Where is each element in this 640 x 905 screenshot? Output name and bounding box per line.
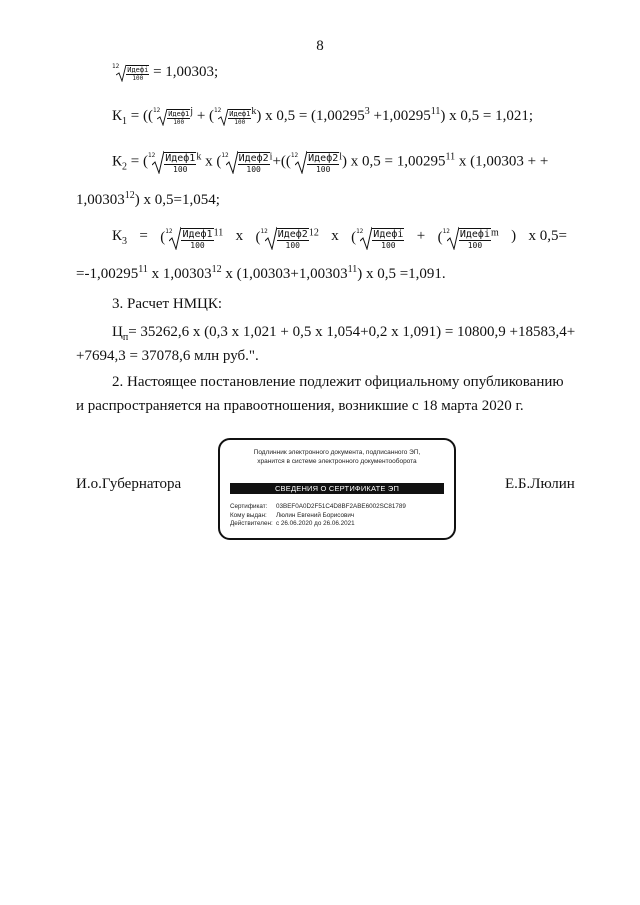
paragraph-2-line1: 2. Настоящее постановление подлежит официальному опубликованию	[112, 374, 564, 390]
stamp-cert-row: Сертификат: 03BEF0A0D2F51C4D8BF2ABE6002SC81789	[230, 503, 406, 510]
page-number: 8	[316, 38, 324, 54]
section-heading: 3. Расчет НМЦК:	[112, 296, 223, 312]
stamp-title-bar: СВЕДЕНИЯ О СЕРТИФИКАТЕ ЭП	[230, 483, 444, 494]
formula-k2-cont: 1,00303$^{12}$) х 0,5=1,054;	[76, 190, 220, 208]
radical: $\frac{\text{Идефі}}{100}$	[116, 64, 149, 82]
formula-k1: $К_1 = ((^{12}$ $\frac{\text{Идеф1}}{100}$ $^j$ + ($^{12}$ $\frac{\text{Идеф1}}{100}$ $^k$) х $0,5 = (1,00295^3 +1,00295^{11})$ х 0,5 = 1,021;	[112, 106, 534, 127]
nmck-line1: $Ц_п= 35262,6$ х (0,3 х 1,021 + 0,5 х 1,054+0,2 х 1,091) = 10800,9 +18583,4+	[112, 324, 576, 343]
stamp-issued-row: Кому выдан: Люлин Евгений Борисович	[230, 511, 355, 519]
nmck-line2: +7694,3 = 37078,6 млн руб.".	[76, 348, 259, 364]
signatory-title: И.о.Губернатора	[76, 476, 182, 492]
stamp-details	[230, 503, 406, 529]
stamp-valid-row: Действителен: с 26.06.2020 до 26.06.2021	[230, 520, 355, 527]
formula-top: $^{12}$ $\frac{\text{Идефі}}{100}$ = 1,00303;	[112, 63, 219, 82]
signatory-name: Е.Б.Люлин	[505, 476, 575, 492]
formula-k3: $К_3$ = ($^{12}$ $\frac{\text{Идеф1}}{100}$ $^{11}$ х ($^{12}$ $\frac{\text{Идеф2}}{100}$ $^{12}$ х ($^{12}$ $\frac{\text{Идефі}}{100}$ + ($^{12}$ $\frac{\text{Идефі}}{100}$ $^m$ ) х 0,5=	[112, 227, 567, 250]
stamp-header: Подлинник электронного документа, подписанного ЭП, хранится в системе электронного документооборота	[253, 449, 421, 465]
paragraph-2-line2: и распространяется на правоотношения, возникшие с 18 марта 2020 г.	[76, 398, 524, 414]
digital-signature-stamp	[218, 438, 456, 540]
formula-k3-cont: $=-1,00295^{11}$ х 1,00303$^{12}$ х $(1,00303+1,00303^{11})$ х 0,5 =1,091.	[76, 264, 446, 282]
formula-k2: $К_2 = (^{12}$ $\frac{\text{Идеф1}}{100}$ $^k$ х ($^{12}$ $\frac{\text{Идеф2}}{100}$ $^i$+(($^{12}$ $\frac{\text{Идеф2}}{100}$ $^l$) х $0,5 = 1,00295^{11}$ х (1,00303 + +	[112, 151, 549, 174]
